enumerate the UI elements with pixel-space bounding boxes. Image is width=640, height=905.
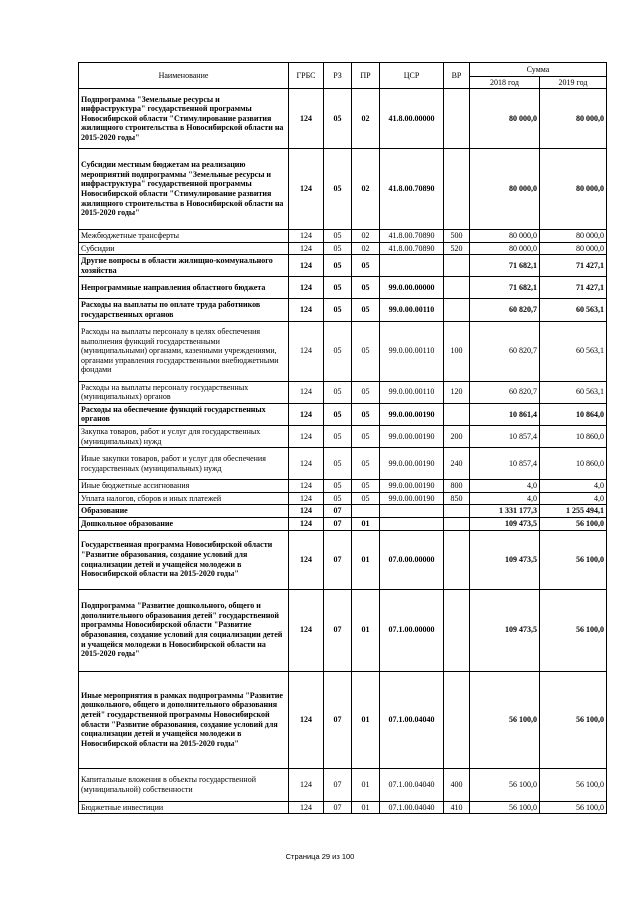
cell-grbs: 124 — [289, 768, 324, 801]
cell-rz: 05 — [324, 242, 352, 255]
cell-name: Межбюджетные трансферты — [79, 230, 289, 243]
table-body — [79, 89, 607, 814]
cell-grbs: 124 — [289, 230, 324, 243]
cell-vr — [444, 299, 470, 321]
cell-grbs: 124 — [289, 517, 324, 530]
cell-grbs: 124 — [289, 403, 324, 425]
cell-grbs: 124 — [289, 321, 324, 381]
cell-csr: 99.0.00.00190 — [380, 448, 444, 480]
cell-grbs: 124 — [289, 480, 324, 493]
cell-vr: 400 — [444, 768, 470, 801]
table-row — [79, 671, 607, 768]
cell-sum-2019: 10 864,0 — [540, 403, 607, 425]
cell-pr: 05 — [352, 255, 380, 277]
cell-sum-2018: 80 000,0 — [470, 242, 540, 255]
cell-grbs: 124 — [289, 505, 324, 518]
cell-rz: 05 — [324, 149, 352, 230]
header-year-2018: 2018 год — [470, 77, 540, 89]
cell-vr — [444, 403, 470, 425]
cell-pr: 01 — [352, 517, 380, 530]
cell-name: Иные закупки товаров, работ и услуг для обеспечения государственных (муниципальных) нужд — [79, 448, 289, 480]
table-row — [79, 230, 607, 243]
cell-sum-2018: 56 100,0 — [470, 768, 540, 801]
cell-csr: 99.0.00.00190 — [380, 492, 444, 505]
cell-vr — [444, 89, 470, 149]
cell-sum-2019: 71 427,1 — [540, 277, 607, 299]
cell-pr: 01 — [352, 530, 380, 589]
cell-csr: 07.1.00.04040 — [380, 801, 444, 814]
cell-name: Расходы на выплаты персоналу государственных (муниципальных) органов — [79, 381, 289, 403]
table-row — [79, 89, 607, 149]
cell-sum-2018: 109 473,5 — [470, 530, 540, 589]
cell-pr: 02 — [352, 89, 380, 149]
cell-pr: 01 — [352, 768, 380, 801]
cell-pr: 05 — [352, 403, 380, 425]
table-row — [79, 589, 607, 671]
cell-csr: 99.0.00.00190 — [380, 425, 444, 447]
cell-pr: 05 — [352, 321, 380, 381]
cell-vr: 520 — [444, 242, 470, 255]
cell-pr — [352, 505, 380, 518]
cell-sum-2018: 60 820,7 — [470, 381, 540, 403]
cell-grbs: 124 — [289, 589, 324, 671]
cell-rz: 05 — [324, 448, 352, 480]
cell-pr: 02 — [352, 230, 380, 243]
cell-name: Иные мероприятия в рамках подпрограммы "Развитие дошкольного, общего и дополнительного образования детей" государственной программы Новосибирской области "Развитие образования, создание условий для социализации детей и учащейся молодежи в Новосибирской области на 2015-2020 годы" — [79, 671, 289, 768]
cell-rz: 05 — [324, 255, 352, 277]
cell-pr: 05 — [352, 381, 380, 403]
table-row — [79, 480, 607, 493]
cell-sum-2018: 10 857,4 — [470, 425, 540, 447]
cell-vr: 800 — [444, 480, 470, 493]
cell-rz: 07 — [324, 801, 352, 814]
page-footer: Страница 29 из 100 — [285, 852, 355, 861]
table-row — [79, 277, 607, 299]
cell-sum-2018: 10 857,4 — [470, 448, 540, 480]
cell-sum-2018: 4,0 — [470, 480, 540, 493]
cell-vr: 240 — [444, 448, 470, 480]
cell-sum-2019: 56 100,0 — [540, 801, 607, 814]
cell-rz: 07 — [324, 517, 352, 530]
cell-csr: 99.0.00.00190 — [380, 403, 444, 425]
cell-vr: 850 — [444, 492, 470, 505]
cell-grbs: 124 — [289, 242, 324, 255]
cell-pr: 01 — [352, 801, 380, 814]
cell-rz: 07 — [324, 671, 352, 768]
cell-pr: 05 — [352, 299, 380, 321]
cell-sum-2019: 4,0 — [540, 492, 607, 505]
header-rz: РЗ — [324, 63, 352, 89]
cell-name: Непрограммные направления областного бюджета — [79, 277, 289, 299]
cell-grbs: 124 — [289, 425, 324, 447]
table-row — [79, 530, 607, 589]
cell-grbs: 124 — [289, 671, 324, 768]
cell-sum-2018: 56 100,0 — [470, 671, 540, 768]
cell-sum-2019: 56 100,0 — [540, 589, 607, 671]
cell-sum-2019: 10 860,0 — [540, 448, 607, 480]
table-row — [79, 505, 607, 518]
cell-sum-2019: 80 000,0 — [540, 242, 607, 255]
cell-pr: 05 — [352, 277, 380, 299]
cell-name: Расходы на выплаты по оплате труда работников государственных органов — [79, 299, 289, 321]
cell-grbs: 124 — [289, 277, 324, 299]
table-row — [79, 492, 607, 505]
header-year-2019: 2019 год — [540, 77, 607, 89]
cell-grbs: 124 — [289, 255, 324, 277]
cell-csr: 07.1.00.00000 — [380, 589, 444, 671]
cell-pr: 05 — [352, 492, 380, 505]
cell-rz: 07 — [324, 768, 352, 801]
cell-name: Подпрограмма "Развитие дошкольного, общего и дополнительного образования детей" государственной программы Новосибирской области "Развитие образования, создание условий для социализации детей и учащейся молодежи в Новосибирской области на 2015-2020 годы" — [79, 589, 289, 671]
cell-csr — [380, 517, 444, 530]
cell-csr: 99.0.00.00110 — [380, 381, 444, 403]
cell-sum-2019: 1 255 494,1 — [540, 505, 607, 518]
cell-csr: 41.8.00.70890 — [380, 242, 444, 255]
cell-sum-2019: 56 100,0 — [540, 530, 607, 589]
cell-sum-2018: 109 473,5 — [470, 517, 540, 530]
budget-table-sheet — [78, 62, 606, 814]
cell-sum-2019: 56 100,0 — [540, 671, 607, 768]
cell-csr: 07.0.00.00000 — [380, 530, 444, 589]
cell-grbs: 124 — [289, 381, 324, 403]
cell-vr — [444, 255, 470, 277]
cell-csr: 99.0.00.00190 — [380, 480, 444, 493]
cell-vr: 410 — [444, 801, 470, 814]
cell-csr: 41.8.00.70890 — [380, 230, 444, 243]
table-row — [79, 381, 607, 403]
cell-csr: 41.8.00.70890 — [380, 149, 444, 230]
cell-vr — [444, 505, 470, 518]
cell-rz: 05 — [324, 277, 352, 299]
table-row — [79, 255, 607, 277]
table-row — [79, 425, 607, 447]
cell-vr — [444, 530, 470, 589]
cell-name: Субсидии местным бюджетам на реализацию мероприятий подпрограммы "Земельные ресурсы и инфраструктура" государственной программы Новосибирской области "Стимулирование развития жилищного строительства в Новосибирской области на 2015-2020 годы" — [79, 149, 289, 230]
cell-csr: 99.0.00.00110 — [380, 299, 444, 321]
cell-sum-2018: 80 000,0 — [470, 149, 540, 230]
cell-sum-2019: 60 563,1 — [540, 321, 607, 381]
cell-name: Капитальные вложения в объекты государственной (муниципальной) собственности — [79, 768, 289, 801]
cell-csr: 07.1.00.04040 — [380, 671, 444, 768]
cell-sum-2018: 80 000,0 — [470, 230, 540, 243]
table-row — [79, 768, 607, 801]
cell-rz: 05 — [324, 381, 352, 403]
cell-name: Государственная программа Новосибирской области "Развитие образования, создание условий для социализации детей и учащейся молодежи в Новосибирской области на 2015-2020 годы" — [79, 530, 289, 589]
cell-vr: 100 — [444, 321, 470, 381]
cell-name: Иные бюджетные ассигнования — [79, 480, 289, 493]
cell-sum-2018: 1 331 177,3 — [470, 505, 540, 518]
cell-vr — [444, 149, 470, 230]
cell-pr: 02 — [352, 149, 380, 230]
cell-name: Бюджетные инвестиции — [79, 801, 289, 814]
cell-sum-2019: 10 860,0 — [540, 425, 607, 447]
cell-name: Субсидии — [79, 242, 289, 255]
cell-rz: 05 — [324, 480, 352, 493]
cell-rz: 07 — [324, 589, 352, 671]
header-vr: ВР — [444, 63, 470, 89]
cell-rz: 05 — [324, 230, 352, 243]
header-name: Наименование — [79, 63, 289, 89]
cell-sum-2018: 60 820,7 — [470, 321, 540, 381]
header-csr: ЦСР — [380, 63, 444, 89]
cell-sum-2019: 80 000,0 — [540, 149, 607, 230]
cell-sum-2019: 4,0 — [540, 480, 607, 493]
cell-sum-2019: 60 563,1 — [540, 381, 607, 403]
cell-pr: 02 — [352, 242, 380, 255]
cell-sum-2018: 71 682,1 — [470, 255, 540, 277]
cell-sum-2019: 56 100,0 — [540, 517, 607, 530]
cell-grbs: 124 — [289, 299, 324, 321]
cell-grbs: 124 — [289, 492, 324, 505]
header-sum: Сумма — [470, 63, 607, 77]
cell-vr — [444, 589, 470, 671]
cell-grbs: 124 — [289, 801, 324, 814]
cell-grbs: 124 — [289, 530, 324, 589]
table-row — [79, 403, 607, 425]
cell-grbs: 124 — [289, 149, 324, 230]
table-row — [79, 242, 607, 255]
cell-rz: 07 — [324, 530, 352, 589]
cell-rz: 05 — [324, 492, 352, 505]
cell-rz: 05 — [324, 321, 352, 381]
cell-name: Закупка товаров, работ и услуг для государственных (муниципальных) нужд — [79, 425, 289, 447]
cell-pr: 01 — [352, 671, 380, 768]
cell-sum-2019: 71 427,1 — [540, 255, 607, 277]
table-row — [79, 149, 607, 230]
cell-pr: 01 — [352, 589, 380, 671]
cell-sum-2018: 71 682,1 — [470, 277, 540, 299]
cell-sum-2018: 80 000,0 — [470, 89, 540, 149]
cell-sum-2019: 80 000,0 — [540, 230, 607, 243]
cell-name: Другие вопросы в области жилищно-коммунального хозяйства — [79, 255, 289, 277]
cell-rz: 05 — [324, 425, 352, 447]
cell-sum-2018: 4,0 — [470, 492, 540, 505]
cell-pr: 05 — [352, 448, 380, 480]
budget-table — [78, 62, 607, 814]
cell-sum-2018: 56 100,0 — [470, 801, 540, 814]
cell-csr: 41.8.00.00000 — [380, 89, 444, 149]
cell-csr: 99.0.00.00110 — [380, 321, 444, 381]
cell-rz: 07 — [324, 505, 352, 518]
table-row — [79, 299, 607, 321]
cell-sum-2018: 60 820,7 — [470, 299, 540, 321]
header-pr: ПР — [352, 63, 380, 89]
cell-grbs: 124 — [289, 448, 324, 480]
cell-vr: 120 — [444, 381, 470, 403]
cell-name: Расходы на выплаты персоналу в целях обеспечения выполнения функций государственными (муниципальными) органами, казенными учреждениями, органами управления государственными внебюджетными фондами — [79, 321, 289, 381]
cell-csr: 07.1.00.04040 — [380, 768, 444, 801]
cell-sum-2019: 80 000,0 — [540, 89, 607, 149]
cell-rz: 05 — [324, 89, 352, 149]
cell-vr — [444, 277, 470, 299]
table-row — [79, 517, 607, 530]
cell-csr — [380, 505, 444, 518]
cell-vr — [444, 671, 470, 768]
cell-name: Образование — [79, 505, 289, 518]
table-row — [79, 801, 607, 814]
cell-sum-2019: 56 100,0 — [540, 768, 607, 801]
cell-name: Подпрограмма "Земельные ресурсы и инфраструктура" государственной программы Новосибирской области "Стимулирование развития жилищного строительства в Новосибирской области на 2015-2020 годы" — [79, 89, 289, 149]
cell-rz: 05 — [324, 299, 352, 321]
cell-name: Уплата налогов, сборов и иных платежей — [79, 492, 289, 505]
cell-csr: 99.0.00.00000 — [380, 277, 444, 299]
cell-pr: 05 — [352, 425, 380, 447]
header-grbs: ГРБС — [289, 63, 324, 89]
cell-csr — [380, 255, 444, 277]
cell-vr: 500 — [444, 230, 470, 243]
cell-vr: 200 — [444, 425, 470, 447]
cell-name: Расходы на обеспечение функций государственных органов — [79, 403, 289, 425]
table-row — [79, 448, 607, 480]
cell-name: Дошкольное образование — [79, 517, 289, 530]
cell-sum-2018: 109 473,5 — [470, 589, 540, 671]
cell-sum-2019: 60 563,1 — [540, 299, 607, 321]
cell-pr: 05 — [352, 480, 380, 493]
cell-rz: 05 — [324, 403, 352, 425]
cell-grbs: 124 — [289, 89, 324, 149]
cell-vr — [444, 517, 470, 530]
cell-sum-2018: 10 861,4 — [470, 403, 540, 425]
table-row — [79, 321, 607, 381]
